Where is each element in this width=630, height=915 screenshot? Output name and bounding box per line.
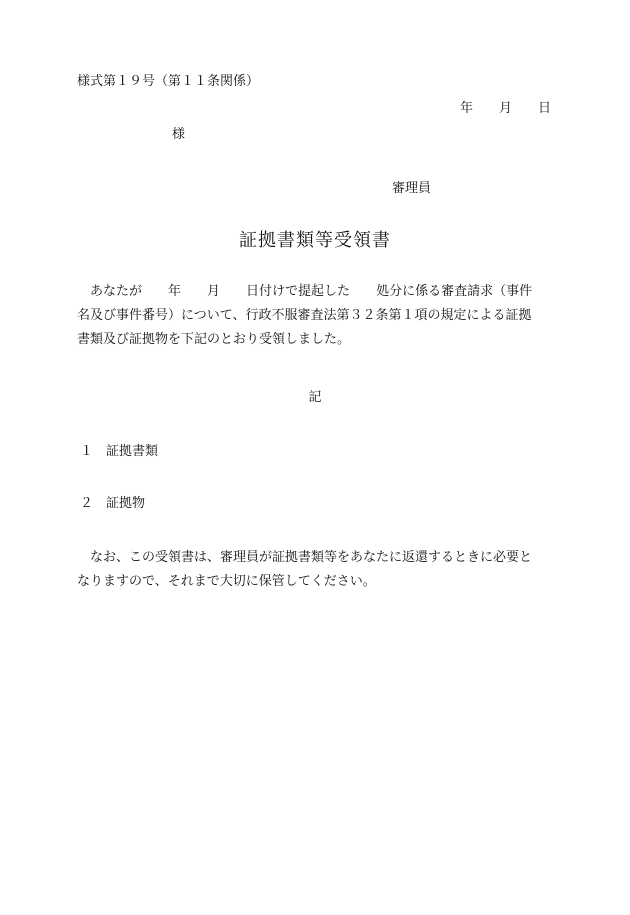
body-line-1 [77, 280, 557, 304]
ki-heading: 記 [308, 390, 322, 405]
list-item [80, 492, 145, 511]
form-number: 様式第１９号（第１１条関係） [77, 74, 260, 89]
body-year: 年 [168, 284, 182, 299]
date-year-label: 年 [460, 101, 474, 116]
body-line-2: 名及び事件番号）について、行政不服審査法第３２条第１項の規定による証拠 [77, 308, 532, 323]
item-label: 証拠物 [106, 496, 146, 511]
body-month: 月 [207, 284, 221, 299]
note-line-2: なりますので、それまで大切に保管してください。 [77, 574, 376, 589]
date-day-label: 日 [538, 101, 552, 116]
list-item [80, 440, 158, 459]
document-title: 証拠書類等受領書 [239, 230, 391, 251]
examiner-label: 審理員 [392, 181, 432, 196]
item-number: １ [80, 444, 94, 459]
note-text: なお、この受領書は、審理員が証拠書類等をあなたに返還するときに必要と [90, 550, 533, 565]
body-text: 日付けで提起した [246, 284, 351, 299]
addressee-honorific: 様 [172, 127, 186, 142]
item-number: ２ [80, 496, 94, 511]
note-paragraph [77, 546, 557, 594]
note-line-1 [77, 546, 557, 570]
date-line [460, 97, 551, 116]
body-text: 処分に係る審査請求（事件 [376, 284, 533, 299]
body-paragraph [77, 280, 557, 352]
item-label: 証拠書類 [106, 444, 159, 459]
date-month-label: 月 [499, 101, 513, 116]
body-text: あなたが [90, 284, 143, 299]
body-line-3: 書類及び証拠物を下記のとおり受領しました。 [77, 332, 351, 347]
